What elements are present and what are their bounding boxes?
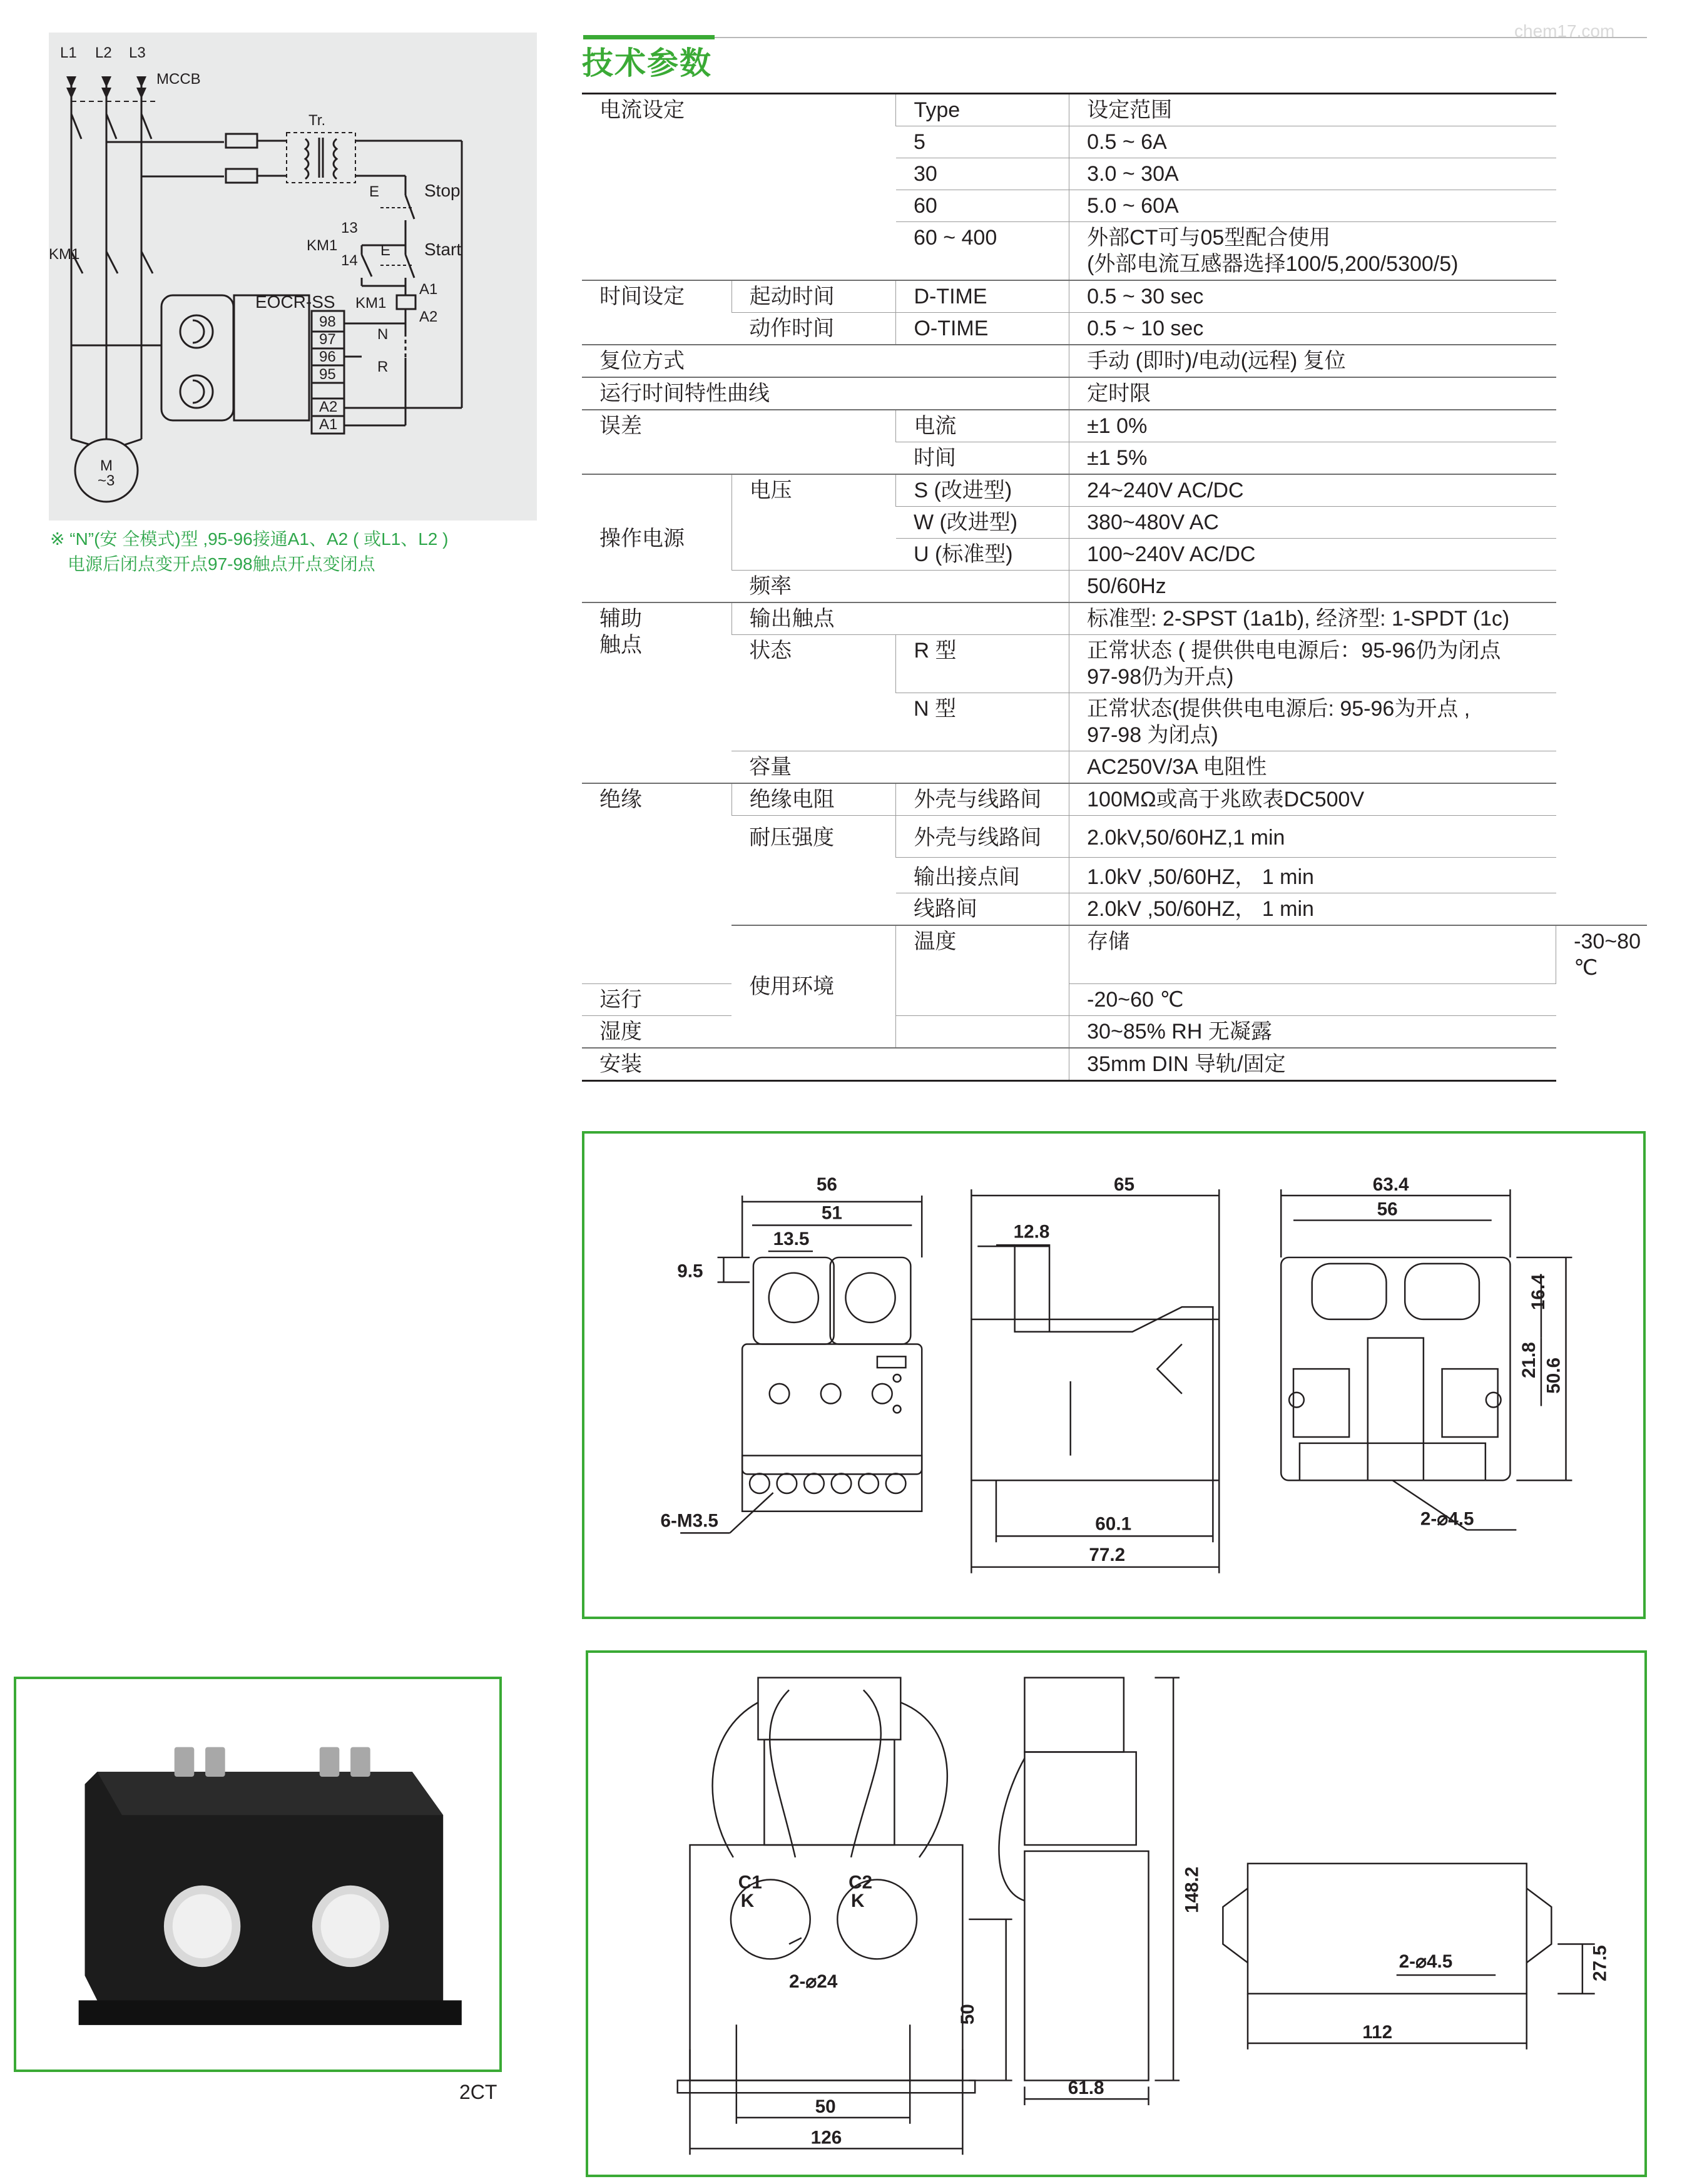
- motor-label-3: ~3: [98, 472, 115, 489]
- ct-label-k1: K: [740, 1891, 755, 1912]
- wiring-label-start: Start: [424, 240, 462, 259]
- spec-ins-value: 100MΩ或高于兆欧表DC500V: [1069, 783, 1556, 816]
- wiring-label-r: R: [377, 358, 389, 375]
- spec-state: 状态: [731, 635, 896, 751]
- ct-label-k2: K: [851, 1891, 865, 1912]
- spec-withstand-2: 1.0kV ,50/60HZ， 1 min: [1069, 858, 1556, 893]
- dim-13-5: 13.5: [773, 1229, 810, 1250]
- wiring-note-line1: ※ “N”(安 全模式)型 ,95-96接通A1、A2 ( 或L1、L2 ): [50, 529, 449, 549]
- wiring-label-e2: E: [380, 242, 391, 259]
- spec-voltage: 电压: [731, 474, 896, 571]
- dim-56b: 56: [1377, 1199, 1398, 1220]
- motor-label-m: M: [100, 457, 113, 474]
- wiring-note: [50, 527, 551, 577]
- dim-12-8: 12.8: [1013, 1221, 1050, 1242]
- spec-table: [582, 93, 1647, 1082]
- spec-type-header: Type: [896, 94, 1069, 126]
- spec-error-time-value: ±1 5%: [1069, 442, 1556, 475]
- wiring-label-mccb: MCCB: [156, 71, 201, 88]
- spec-u-value: 100~240V AC/DC: [1069, 539, 1556, 571]
- spec-aux-line2: 触点: [599, 633, 642, 657]
- dim-77-2: 77.2: [1089, 1544, 1126, 1565]
- spec-ins-resist: 绝缘电阻: [731, 783, 896, 816]
- spec-w-type: W (改进型): [896, 507, 1069, 539]
- table-row: [582, 377, 1647, 410]
- spec-error-current: 电流: [896, 410, 1069, 442]
- table-row: [582, 571, 1647, 603]
- spec-n-state: [1069, 693, 1556, 751]
- spec-range-400-line1: 外部CT可与05型配合使用: [1087, 226, 1331, 250]
- spec-r-type: R 型: [896, 635, 1069, 693]
- spec-storage: 存储: [1069, 925, 1556, 983]
- table-row: [582, 925, 1647, 983]
- table-row: [582, 345, 1647, 377]
- wiring-label-e1: E: [369, 183, 380, 200]
- dim-56: 56: [816, 1174, 837, 1196]
- spec-withstand-1: 2.0kV,50/60HZ,1 min: [1069, 816, 1556, 858]
- spec-output: 输出触点: [731, 602, 1069, 635]
- spec-env: 使用环境: [731, 925, 896, 1048]
- spec-start-time: 起动时间: [731, 280, 896, 313]
- terminal-96: 96: [319, 348, 336, 365]
- spec-range-60: 5.0 ~ 60A: [1069, 190, 1556, 222]
- spec-d-time: D-TIME: [896, 280, 1069, 313]
- spec-shell-line2: 外壳与线路间: [896, 816, 1069, 858]
- spec-frequency-value: 50/60Hz: [1069, 571, 1556, 603]
- spec-between-lines: 线路间: [896, 893, 1069, 926]
- dim-60-1: 60.1: [1095, 1513, 1132, 1535]
- dim-21-8: 21.8: [1519, 1342, 1540, 1378]
- spec-o-time: O-TIME: [896, 313, 1069, 345]
- spec-range-header: 设定范围: [1069, 94, 1556, 126]
- table-row: [582, 474, 1647, 507]
- spec-install: 安装: [582, 1048, 1069, 1081]
- dim-9-5: 9.5: [677, 1261, 703, 1282]
- spec-u-type: U (标准型): [896, 539, 1069, 571]
- dim-50-6: 50.6: [1543, 1357, 1564, 1394]
- spec-type-60: 60: [896, 190, 1069, 222]
- terminal-95: 95: [319, 366, 336, 383]
- spec-current-setting: 电流设定: [582, 94, 896, 281]
- spec-running-value: -20~60 ℃: [1069, 983, 1556, 1015]
- dim-148-2: 148.2: [1181, 1866, 1203, 1914]
- spec-time-setting: 时间设定: [582, 280, 731, 345]
- spec-aux: [582, 602, 731, 783]
- spec-error-current-value: ±1 0%: [1069, 410, 1556, 442]
- spec-storage-value: -30~80 ℃: [1556, 925, 1647, 983]
- spec-insulation: 绝缘: [582, 783, 731, 983]
- terminal-98: 98: [319, 313, 336, 330]
- dim-2-24: 2-⌀24: [789, 1971, 838, 1992]
- table-row: [582, 1048, 1647, 1081]
- dim-51: 51: [821, 1202, 842, 1224]
- spec-s-value: 24~240V AC/DC: [1069, 474, 1556, 507]
- spec-range-30: 3.0 ~ 30A: [1069, 158, 1556, 190]
- ct-dimension-drawing: [586, 1650, 1647, 2177]
- spec-curve: 运行时间特性曲线: [582, 377, 1069, 410]
- table-row: [582, 783, 1647, 816]
- wiring-label-l1: L1: [60, 44, 77, 61]
- spec-aux-line1: 辅助: [599, 607, 642, 631]
- spec-humidity: 湿度: [582, 1015, 731, 1048]
- spec-title: 技术参数: [582, 46, 712, 81]
- wiring-label-l3: L3: [129, 44, 146, 61]
- spec-humidity-value: 30~85% RH 无凝露: [1069, 1015, 1556, 1048]
- spec-type-400: 60 ~ 400: [896, 222, 1069, 281]
- table-row: [582, 280, 1647, 313]
- wiring-label-tr: Tr.: [308, 112, 326, 129]
- spec-op-time: 动作时间: [731, 313, 896, 345]
- wiring-label-eocr: EOCR-SS: [255, 292, 335, 312]
- wiring-label-14: 14: [341, 252, 358, 269]
- spec-temp: 温度: [896, 925, 1069, 1015]
- watermark: chem17.com: [1514, 21, 1615, 41]
- spec-running: 运行: [582, 983, 731, 1015]
- wiring-note-line2: 电源后闭点变开点97-98触点开点变闭点: [68, 554, 375, 574]
- spec-capacity: 容量: [731, 751, 1069, 784]
- spec-reset-mode: 复位方式: [582, 345, 1069, 377]
- terminal-a2: A2: [319, 399, 338, 415]
- spec-r-state-line2: 97-98仍为开点): [1087, 665, 1234, 689]
- relay-dimension-drawing: [582, 1131, 1646, 1619]
- spec-title-accent: [583, 35, 715, 39]
- table-row: [582, 313, 1647, 345]
- wiring-diagram: [49, 33, 537, 521]
- spec-s-type: S (改进型): [896, 474, 1069, 507]
- spec-frequency: 频率: [731, 571, 1069, 603]
- spec-shell-line: 外壳与线路间: [896, 783, 1069, 816]
- wiring-label-km1-main: KM1: [49, 246, 80, 263]
- spec-curve-value: 定时限: [1069, 377, 1556, 410]
- spec-error: 误差: [582, 410, 896, 474]
- table-row: [582, 602, 1647, 635]
- dim-2-4-5-ct: 2-⌀4.5: [1399, 1951, 1453, 1973]
- spec-r-state: [1069, 635, 1556, 693]
- spec-title-rule: [715, 37, 1647, 38]
- ct-caption: 2CT: [459, 2081, 497, 2103]
- spec-type-30: 30: [896, 158, 1069, 190]
- terminal-97: 97: [319, 331, 336, 348]
- wiring-label-a2: A2: [419, 308, 438, 325]
- spec-w-value: 380~480V AC: [1069, 507, 1556, 539]
- table-row: [582, 635, 1647, 693]
- terminal-a1: A1: [319, 416, 338, 433]
- dim-16-4: 16.4: [1527, 1274, 1549, 1311]
- spec-n-state-line2: 97-98 为闭点): [1087, 723, 1218, 747]
- spec-output-value: 标准型: 2-SPST (1a1b), 经济型: 1-SPDT (1c): [1069, 602, 1556, 635]
- dim-65: 65: [1114, 1174, 1135, 1196]
- ct-product-image: [16, 1679, 499, 2070]
- dim-50: 50: [815, 2096, 836, 2117]
- spec-o-range: 0.5 ~ 10 sec: [1069, 313, 1556, 345]
- spec-range-400: [1069, 222, 1556, 281]
- dim-27-5: 27.5: [1589, 1945, 1611, 1981]
- dim-2-4-5: 2-⌀4.5: [1420, 1508, 1474, 1530]
- spec-d-range: 0.5 ~ 30 sec: [1069, 280, 1556, 313]
- relay-dimension-svg: [584, 1134, 1643, 1617]
- dim-112: 112: [1362, 2022, 1393, 2043]
- table-row: [582, 410, 1647, 442]
- dim-50-vertical: 50: [957, 2004, 979, 2025]
- spec-n-type: N 型: [896, 693, 1069, 751]
- spec-range-400-line2: (外部电流互感器选择100/5,200/5300/5): [1087, 252, 1459, 276]
- wiring-label-13: 13: [341, 220, 358, 236]
- dim-m3-5: 6-M3.5: [660, 1510, 718, 1531]
- ct-label-c1: C1: [738, 1872, 762, 1893]
- spec-withstand-3: 2.0kV ,50/60HZ， 1 min: [1069, 893, 1556, 926]
- spec-power: 操作电源: [582, 474, 731, 602]
- spec-r-state-line1: 正常状态 ( 提供供电电源后：95-96仍为闭点: [1087, 639, 1501, 663]
- spec-error-time: 时间: [896, 442, 1069, 475]
- ct-label-c2: C2: [849, 1872, 873, 1893]
- wiring-label-stop: Stop: [424, 181, 461, 200]
- dim-61-8: 61.8: [1068, 2078, 1104, 2099]
- spec-type-5: 5: [896, 126, 1069, 158]
- dim-126: 126: [810, 2127, 842, 2148]
- ct-dimension-svg: [588, 1653, 1644, 2175]
- spec-withstand: 耐压强度: [731, 816, 896, 926]
- wiring-label-a1: A1: [419, 281, 438, 298]
- wiring-label-km1-aux: KM1: [307, 237, 338, 254]
- spec-out-contacts: 输出接点间: [896, 858, 1069, 893]
- wiring-label-n: N: [377, 326, 389, 343]
- table-row: [582, 751, 1647, 784]
- spec-reset-value: 手动 (即时)/电动(远程) 复位: [1069, 345, 1556, 377]
- dim-63-4: 63.4: [1372, 1174, 1409, 1196]
- spec-range-5: 0.5 ~ 6A: [1069, 126, 1556, 158]
- table-row: [582, 94, 1647, 126]
- ct-photo: [14, 1677, 502, 2072]
- spec-install-value: 35mm DIN 导轨/固定: [1069, 1048, 1556, 1081]
- wiring-label-km1-coil: KM1: [355, 295, 387, 312]
- wiring-label-l2: L2: [95, 44, 112, 61]
- spec-n-state-line1: 正常状态(提供供电电源后: 95-96为开点 ,: [1087, 697, 1470, 721]
- spec-capacity-value: AC250V/3A 电阻性: [1069, 751, 1556, 784]
- wiring-diagram-svg: [49, 33, 537, 521]
- table-row: [582, 816, 1647, 858]
